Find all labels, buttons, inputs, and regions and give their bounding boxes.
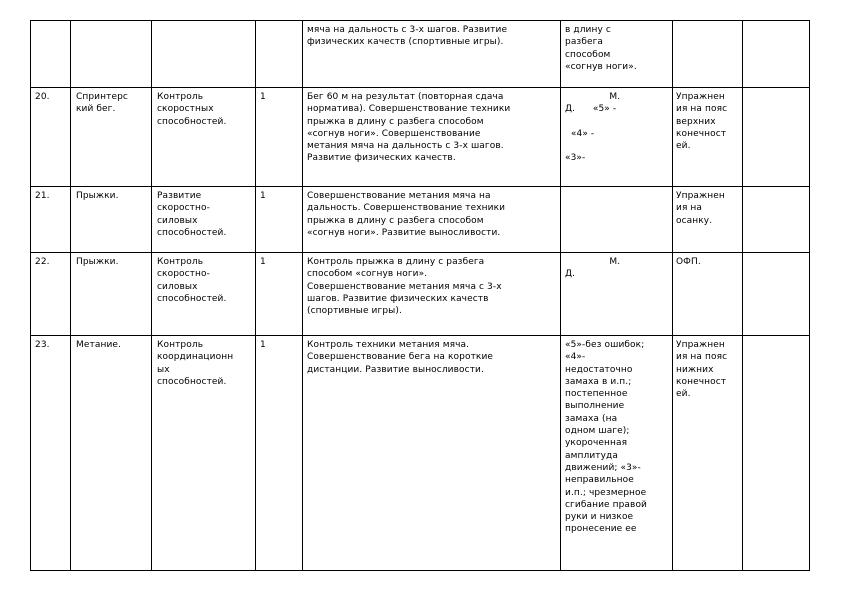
hours-cell: 1 bbox=[260, 92, 266, 102]
assessment-cell: М. Д. bbox=[565, 257, 621, 280]
content-cell: Контроль техники метания мяча. Совершенствование бега на короткие дистанции. Развитие выносливости. bbox=[307, 340, 494, 375]
topic-cell: Прыжки. bbox=[76, 257, 119, 267]
lesson-plan-table bbox=[30, 20, 810, 571]
grid-line bbox=[30, 335, 810, 336]
content-cell: Бег 60 м на результат (повторная сдача норматива). Совершенствование техники прыжка в длину с разбега способом «согнув ноги». Совершенствование метания мяча на дальность с 3-х шагов. Развитие физических качеств. bbox=[307, 92, 511, 164]
assessment-cell: «5»-без ошибок; «4»- недостаточно замаха в и.п.; постепенное выполнение замаха (на одном шаге); укороченная амплитуда движений; «3»- неправильное и.п.; чрезмерное сгибание правой руки и низкое пронесение ее bbox=[565, 340, 647, 535]
lesson-number-cell: 23. bbox=[35, 340, 50, 350]
topic-cell: Спринтерс кий бег. bbox=[76, 92, 128, 115]
homework-cell: Упражнен ия на осанку. bbox=[676, 191, 725, 226]
grid-line bbox=[30, 20, 810, 21]
grid-line bbox=[742, 20, 743, 571]
lesson-number-cell: 22. bbox=[35, 257, 50, 267]
assessment-cell: в длину с разбега способом «согнув ноги». bbox=[565, 25, 637, 72]
grid-line bbox=[560, 20, 561, 571]
grid-line bbox=[70, 20, 71, 571]
homework-cell: ОФП. bbox=[676, 257, 701, 267]
grid-line bbox=[302, 20, 303, 571]
lesson-type-cell: Контроль скоростных способностей. bbox=[157, 92, 227, 127]
grid-line bbox=[672, 20, 673, 571]
grid-line bbox=[151, 20, 152, 571]
hours-cell: 1 bbox=[260, 191, 266, 201]
homework-cell: Упражнен ия на пояс нижних конечност ей. bbox=[676, 340, 728, 400]
assessment-cell: М. Д. «5» - «4» - «3»- bbox=[565, 92, 621, 164]
lesson-type-cell: Контроль скоростно- силовых способностей. bbox=[157, 257, 227, 304]
grid-line bbox=[30, 186, 810, 187]
lesson-number-cell: 20. bbox=[35, 92, 50, 102]
grid-line bbox=[30, 87, 810, 88]
hours-cell: 1 bbox=[260, 257, 266, 267]
content-cell: Контроль прыжка в длину с разбега способом «согнув ноги». Совершенствование метания мяча с 3-х шагов. Развитие физических качеств (спортивные игры). bbox=[307, 257, 502, 317]
lesson-type-cell: Развитие скоростно- силовых способностей. bbox=[157, 191, 227, 238]
topic-cell: Прыжки. bbox=[76, 191, 119, 201]
grid-line bbox=[30, 570, 810, 571]
topic-cell: Метание. bbox=[76, 340, 121, 350]
lesson-number-cell: 21. bbox=[35, 191, 50, 201]
homework-cell: Упражнен ия на пояс верхних конечност ей. bbox=[676, 92, 728, 152]
hours-cell: 1 bbox=[260, 340, 266, 350]
content-cell: мяча на дальность с 3-х шагов. Развитие физических качеств (спортивные игры). bbox=[307, 25, 508, 48]
grid-line bbox=[809, 20, 810, 571]
lesson-type-cell: Контроль координационн ых способностей. bbox=[157, 340, 234, 387]
content-cell: Совершенствование метания мяча на дальность. Совершенствование техники прыжка в длину с разбега способом «согнув ноги». Развитие выносливости. bbox=[307, 191, 506, 238]
grid-line bbox=[255, 20, 256, 571]
grid-line bbox=[30, 20, 31, 571]
grid-line bbox=[30, 252, 810, 253]
